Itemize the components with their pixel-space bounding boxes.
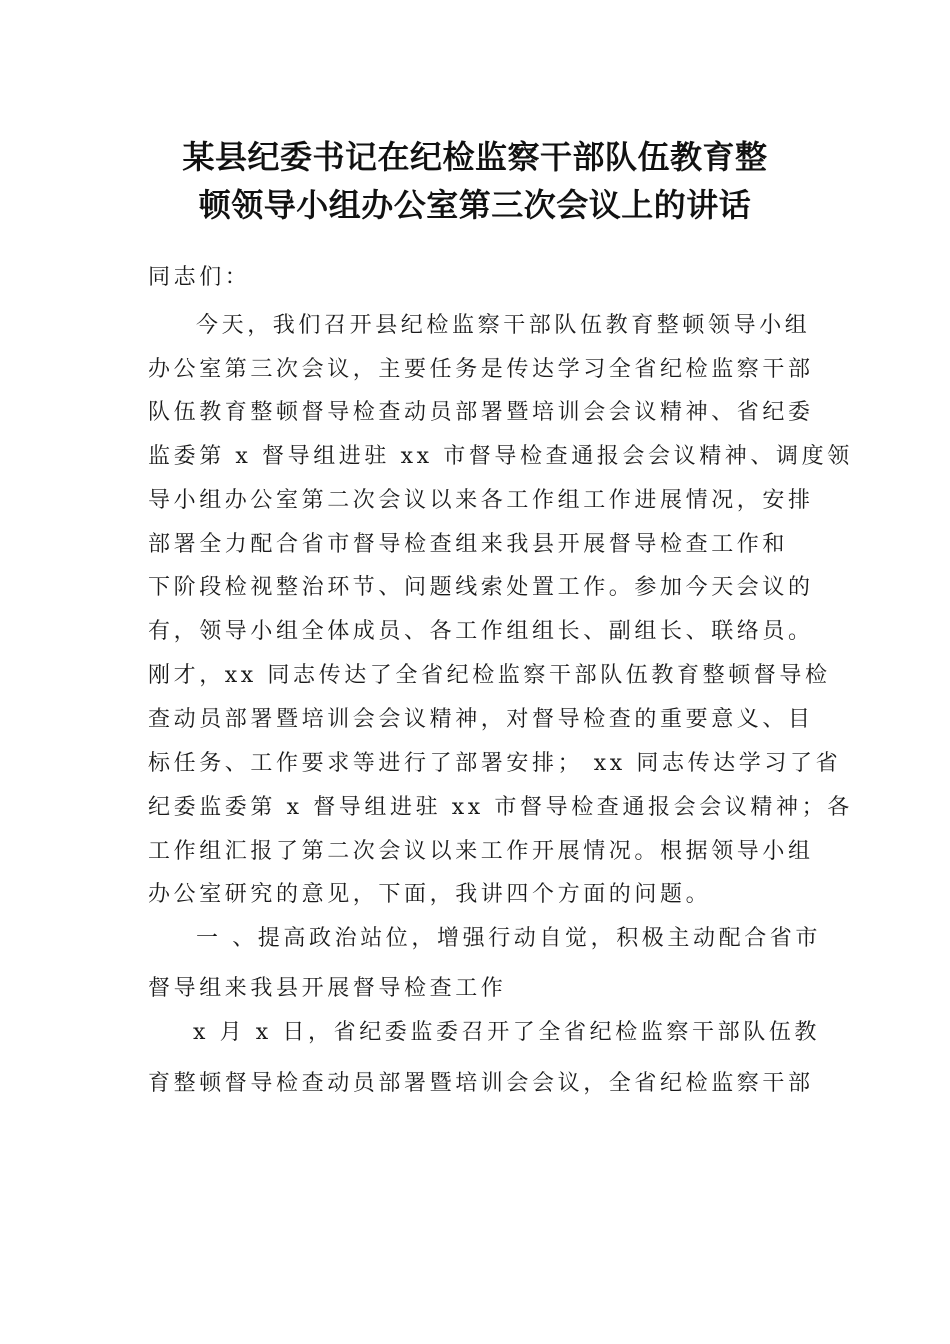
body-line: 下阶段检视整治环节、问题线索处置工作。参加今天会议的	[148, 575, 814, 600]
body-line: 监委第 x 督导组进驻 xx 市督导检查通报会会议精神、调度领	[148, 444, 853, 469]
document-title-line-1: 某县纪委书记在纪检监察干部队伍教育整	[182, 138, 768, 176]
body-line: 纪委监委第 x 督导组进驻 xx 市督导检查通报会会议精神；各	[148, 795, 853, 820]
body-line: 查动员部署暨培训会会议精神，对督导检查的重要意义、目	[148, 707, 814, 732]
body-line: 标任务、工作要求等进行了部署安排； xx 同志传达学习了省	[148, 751, 842, 776]
section-heading-line: 一 、提高政治站位，增强行动自觉，积极主动配合省市	[196, 926, 821, 951]
body-line: 队伍教育整顿督导检查动员部署暨培训会会议精神、省纪委	[148, 400, 814, 425]
section-body-line: 育整顿督导检查动员部署暨培训会会议，全省纪检监察干部	[148, 1071, 814, 1096]
document-title-line-2: 顿领导小组办公室第三次会议上的讲话	[198, 186, 752, 224]
body-line: 部署全力配合省市督导检查组来我县开展督导检查工作和	[148, 532, 789, 557]
salutation: 同志们：	[148, 265, 251, 290]
body-line: 工作组汇报了第二次会议以来工作开展情况。根据领导小组	[148, 839, 814, 864]
body-line: 有，领导小组全体成员、各工作组组长、副组长、联络员。	[148, 619, 814, 644]
body-line: 导小组办公室第二次会议以来各工作组工作进展情况，安排	[148, 488, 814, 513]
section-body-line: x 月 x 日，省纪委监委召开了全省纪检监察干部队伍教	[193, 1020, 820, 1045]
section-heading-line: 督导组来我县开展督导检查工作	[148, 976, 507, 1001]
body-line: 刚才，xx 同志传达了全省纪检监察干部队伍教育整顿督导检	[148, 663, 831, 688]
body-line: 办公室研究的意见，下面，我讲四个方面的问题。	[148, 882, 712, 907]
body-line: 办公室第三次会议，主要任务是传达学习全省纪检监察干部	[148, 357, 814, 382]
body-line: 今天，我们召开县纪检监察干部队伍教育整顿领导小组	[196, 313, 811, 338]
